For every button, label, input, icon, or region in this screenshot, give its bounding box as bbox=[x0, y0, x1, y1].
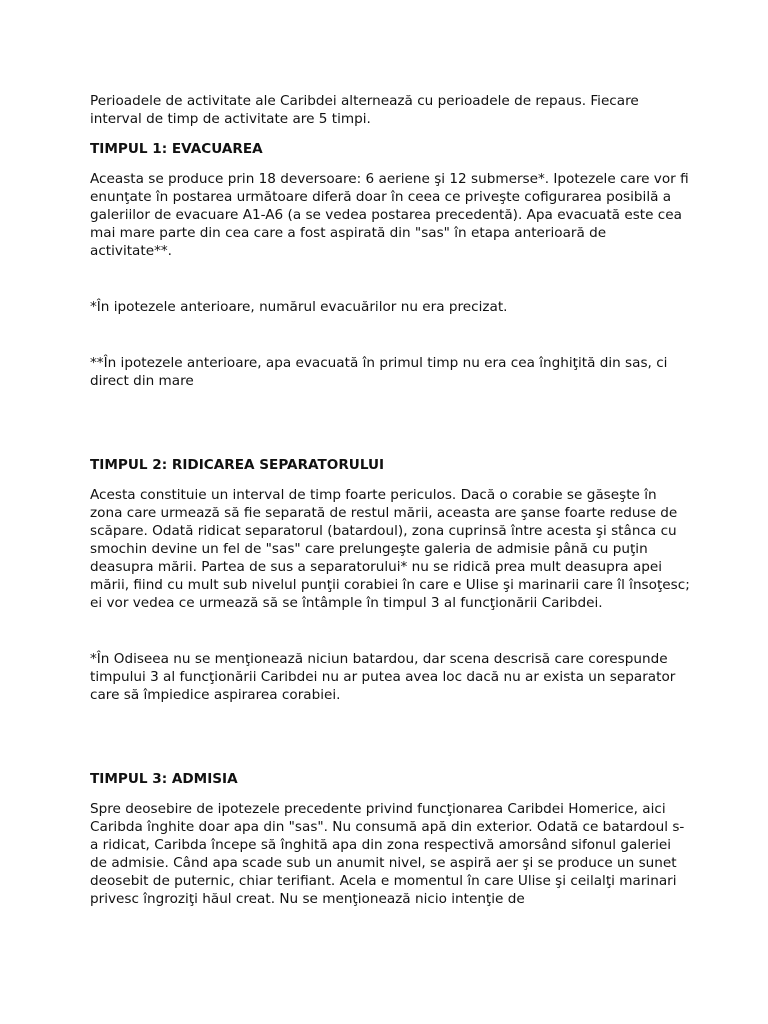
document-page bbox=[90, 92, 690, 908]
intro-paragraph: Perioadele de activitate ale Caribdei alternează cu perioadele de repaus. Fiecare interval de timp de activitate are 5 timpi. bbox=[90, 93, 639, 127]
section2-body: Acesta constituie un interval de timp foarte periculos. Dacă o corabie se găseşte în zona care urmează să fie separată de restul mării, aceasta are şanse foarte reduse de scăpare. Odată ridicat separatorul (batardoul), zona cuprinsă între acesta şi stânca cu smochin devine un fel de "sas" care prelungeşte galeria de admisie până cu puţin deasupra mării. Partea de sus a separatorului* nu se ridică prea mult deasupra apei mării, fiind cu mult sub nivelul punţii corabiei în care e Ulise şi marinarii care îl însoţesc; ei vor vedea ce urmează să se întâmple în timpul 3 al funcţionării Caribdei. bbox=[90, 487, 690, 611]
section3-heading: TIMPUL 3: ADMISIA bbox=[90, 771, 238, 787]
section2-heading: TIMPUL 2: RIDICAREA SEPARATORULUI bbox=[90, 457, 385, 473]
section1-body: Aceasta se produce prin 18 deversoare: 6 aeriene şi 12 submerse*. Ipotezele care vor fi enunţate în postarea următoare diferă doar în ceea ce priveşte cofigurarea posibilă a galeriilor de evacuare A1-A6 (a se vedea postarea precedentă). Apa evacuată este cea mai mare parte din cea care a fost aspirată din "sas" în etapa anterioară de activitate**. bbox=[90, 171, 689, 259]
section1-footnote-2: **În ipotezele anterioare, apa evacuată în primul timp nu era cea înghiţită din sas, ci direct din mare bbox=[90, 355, 668, 389]
section1-heading: TIMPUL 1: EVACUAREA bbox=[90, 141, 263, 157]
section3-body: Spre deosebire de ipotezele precedente privind funcţionarea Caribdei Homerice, aici Caribda înghite doar apa din "sas". Nu consumă apă din exterior. Odată ce batardoul s-a ridicat, Caribda începe să înghită apa din zona respectivă amorsând sifonul galeriei de admisie. Când apa scade sub un anumit nivel, se aspiră aer şi se produce un sunet deosebit de puternic, chiar terifiant. Acela e momentul în care Ulise şi ceilalţi marinari privesc îngroziţi hăul creat. Nu se menţionează nicio intenţie de bbox=[90, 801, 685, 907]
section2-footnote-1: *În Odiseea nu se menţionează niciun batardou, dar scena descrisă care corespunde timpului 3 al funcţionării Caribdei nu ar putea avea loc dacă nu ar exista un separator care să împiedice aspirarea corabiei. bbox=[90, 651, 676, 703]
section1-footnote-1: *În ipotezele anterioare, numărul evacuărilor nu era precizat. bbox=[90, 299, 508, 315]
